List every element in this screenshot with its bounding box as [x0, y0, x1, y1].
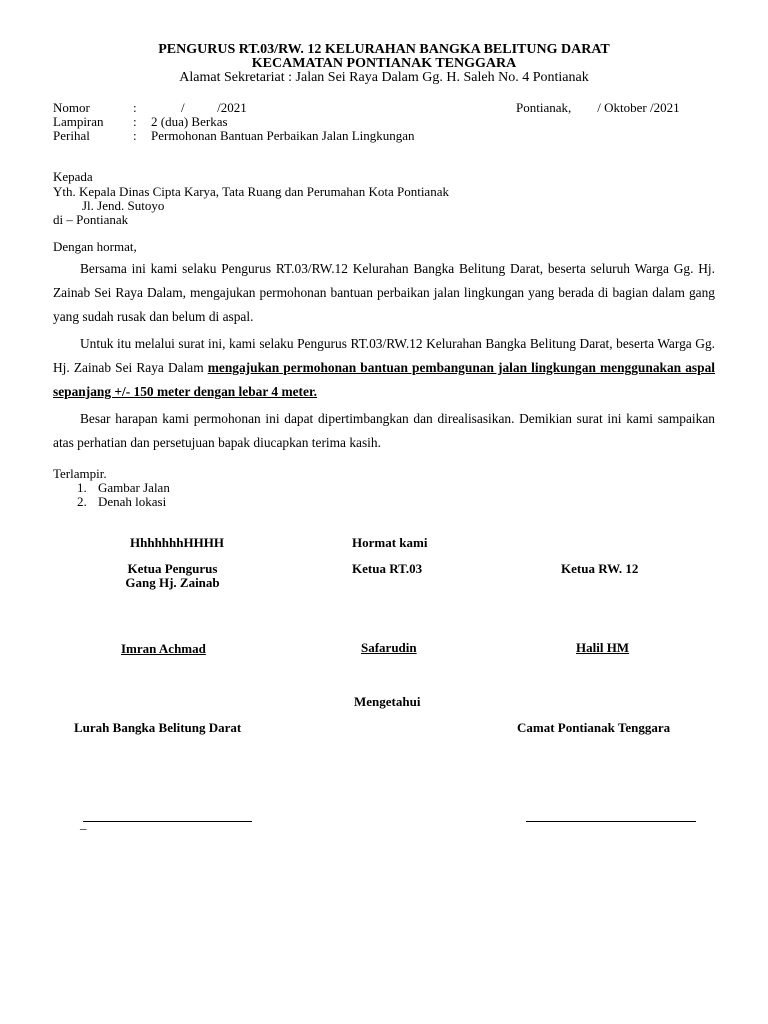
right-signer-title: Ketua RW. 12 — [561, 561, 639, 576]
paragraph-2 — [53, 332, 715, 404]
lampiran-value: 2 (dua) Berkas — [151, 114, 228, 129]
paragraph-1 — [53, 257, 715, 329]
paragraph-3 — [53, 407, 715, 455]
nomor-label: Nomor — [53, 100, 90, 115]
letterhead-line-2: KECAMATAN PONTIANAK TENGGARA — [251, 56, 517, 71]
salutation: Dengan hormat, — [53, 239, 137, 254]
letterhead-address: Alamat Sekretariat : Jalan Sei Raya Dalam Gg. H. Saleh No. 4 Pontianak — [179, 70, 589, 85]
recipient-city: di – Pontianak — [53, 212, 129, 227]
lurah-signature-line — [83, 821, 252, 822]
attachment-num-1: 1. — [77, 480, 87, 495]
closing-hormat-kami: Hormat kami — [352, 535, 428, 550]
attachments-label: Terlampir. — [53, 466, 107, 481]
lampiran-label: Lampiran — [53, 114, 104, 129]
camat-signature-line — [526, 821, 696, 822]
stray-text: HhhhhhhHHHH — [130, 535, 224, 550]
left-signer-name: Imran Achmad — [121, 641, 206, 656]
mid-signer-title: Ketua RT.03 — [352, 561, 423, 576]
acknowledge-label: Mengetahui — [354, 694, 421, 709]
paragraph-1-text: Bersama ini kami selaku Pengurus RT.03/RW.12 Kelurahan Bangka Belitung Darat, beserta seluruh Warga Gg. Hj. Zainab Sei Raya Dalam, mengajukan permohonan bantuan perbaikan jalan lingkungan yang berada di bagian dalam gang yang sudah rusak dan belum di aspal. — [53, 261, 715, 324]
lurah-title: Lurah Bangka Belitung Darat — [74, 720, 242, 735]
perihal-value: Permohonan Bantuan Perbaikan Jalan Lingkungan — [151, 128, 415, 143]
attachment-item-1: Gambar Jalan — [98, 480, 170, 495]
perihal-colon: : — [133, 128, 137, 143]
stray-underscore: _ — [80, 816, 87, 831]
right-signer-name: Halil HM — [576, 640, 630, 655]
paragraph-2-text — [53, 332, 715, 404]
paragraph-3-text: Besar harapan kami permohonan ini dapat dipertimbangkan dan direalisasikan. Demikian surat ini kami sampaikan atas perhatian dan persetujuan bapak diucapkan terima kasih. — [53, 411, 715, 450]
attachment-num-2: 2. — [77, 494, 87, 509]
paragraph-2-emphasis: mengajukan permohonan bantuan pembangunan jalan lingkungan menggunakan aspal sepanjang +/- 150 meter dengan lebar 4 meter. — [53, 360, 715, 399]
perihal-label: Perihal — [53, 128, 90, 143]
letterhead-line-1: PENGURUS RT.03/RW. 12 KELURAHAN BANGKA BELITUNG DARAT — [158, 42, 610, 57]
recipient-street: Jl. Jend. Sutoyo — [82, 198, 165, 213]
camat-title: Camat Pontianak Tenggara — [517, 720, 671, 735]
left-signer-title-1: Ketua Pengurus — [127, 561, 218, 576]
paragraph-2-plain: Untuk itu melalui surat ini, kami selaku Pengurus RT.03/RW.12 Kelurahan Bangka Belitung Darat, beserta Warga Gg. Hj. Zainab Sei Raya Dalam — [53, 336, 715, 375]
left-signer-title-2: Gang Hj. Zainab — [125, 575, 220, 590]
recipient-yth: Yth. Kepala Dinas Cipta Karya, Tata Ruang dan Perumahan Kota Pontianak — [53, 184, 449, 199]
recipient-kepada: Kepada — [53, 169, 93, 184]
lampiran-colon: : — [133, 114, 137, 129]
nomor-value: / /2021 — [181, 100, 247, 115]
nomor-colon: : — [133, 100, 137, 115]
attachment-item-2: Denah lokasi — [98, 494, 167, 509]
place-date: Pontianak, / Oktober /2021 — [516, 100, 680, 115]
mid-signer-name: Safarudin — [361, 640, 417, 655]
